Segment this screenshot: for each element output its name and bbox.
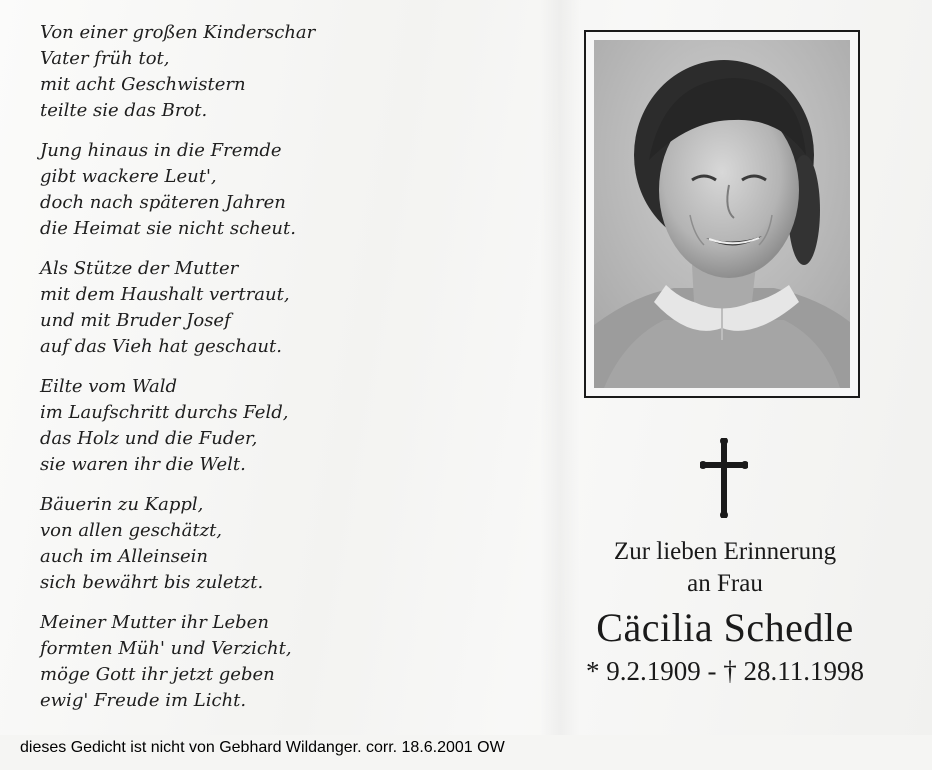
cross-icon bbox=[700, 438, 748, 518]
portrait-illustration bbox=[594, 40, 850, 388]
poem bbox=[40, 20, 340, 728]
poem-line: mit acht Geschwistern bbox=[40, 74, 246, 95]
poem-line: ewig' Freude im Licht. bbox=[40, 690, 247, 711]
footer-note: dieses Gedicht ist nicht von Gebhard Wildanger. corr. 18.6.2001 OW bbox=[20, 739, 505, 756]
poem-line: von allen geschätzt, bbox=[40, 520, 223, 541]
poem-line: im Laufschritt durchs Feld, bbox=[40, 402, 289, 423]
poem-line: Als Stütze der Mutter bbox=[40, 258, 239, 279]
poem-line: das Holz und die Fuder, bbox=[40, 428, 258, 449]
poem-line: und mit Bruder Josef bbox=[40, 310, 231, 331]
poem-line: Meiner Mutter ihr Leben bbox=[40, 612, 269, 633]
poem-line: mit dem Haushalt vertraut, bbox=[40, 284, 290, 305]
poem-stanza-5 bbox=[40, 492, 340, 596]
poem-stanza-4 bbox=[40, 374, 340, 478]
poem-line: auch im Alleinsein bbox=[40, 546, 209, 567]
poem-line: sie waren ihr die Welt. bbox=[40, 454, 246, 475]
poem-line: Jung hinaus in die Fremde bbox=[40, 140, 282, 161]
poem-line: Eilte vom Wald bbox=[40, 376, 178, 397]
poem-line: Vater früh tot, bbox=[40, 48, 170, 69]
life-dates: * 9.2.1909 - † 28.11.1998 bbox=[586, 656, 864, 686]
deceased-name: Cäcilia Schedle bbox=[596, 605, 854, 650]
poem-line: doch nach späteren Jahren bbox=[40, 192, 286, 213]
poem-line: gibt wackere Leut', bbox=[40, 166, 217, 187]
poem-line: Bäuerin zu Kappl, bbox=[40, 494, 204, 515]
poem-line: Von einer großen Kinderschar bbox=[40, 22, 316, 43]
poem-line: teilte sie das Brot. bbox=[40, 100, 208, 121]
memorial-heading: Zur lieben Erinnerung bbox=[613, 538, 837, 565]
memorial-text bbox=[560, 536, 890, 688]
poem-stanza-3 bbox=[40, 256, 340, 360]
poem-line: möge Gott ihr jetzt geben bbox=[40, 664, 275, 685]
photo-frame bbox=[584, 30, 860, 398]
portrait-photo bbox=[594, 40, 850, 388]
poem-stanza-1 bbox=[40, 20, 340, 124]
poem-line: auf das Vieh hat geschaut. bbox=[40, 336, 282, 357]
poem-stanza-6 bbox=[40, 610, 340, 714]
poem-line: sich bewährt bis zuletzt. bbox=[40, 572, 264, 593]
memorial-subheading: an Frau bbox=[687, 570, 763, 597]
poem-line: die Heimat sie nicht scheut. bbox=[40, 218, 296, 239]
poem-line: formten Müh' und Verzicht, bbox=[40, 638, 292, 659]
poem-stanza-2 bbox=[40, 138, 340, 242]
